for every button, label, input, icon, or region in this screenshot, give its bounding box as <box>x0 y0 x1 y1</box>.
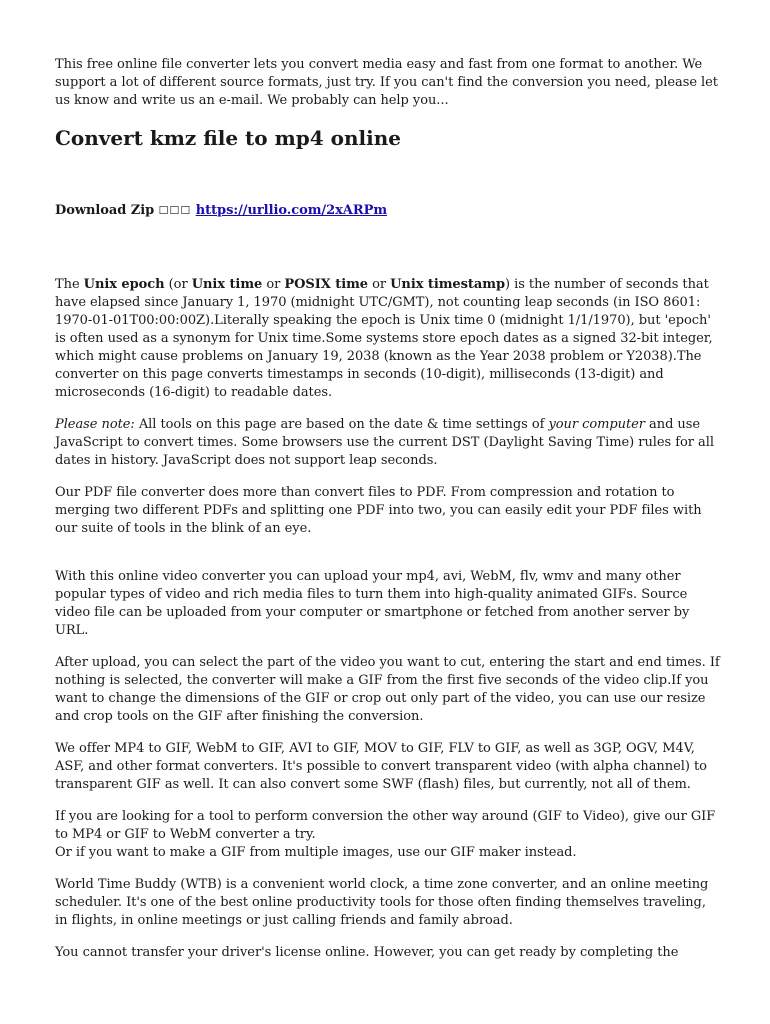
page-title: Convert kmz file to mp4 online <box>55 126 401 150</box>
reverse-paragraph <box>55 808 720 862</box>
epoch-text-2: (or <box>164 277 192 292</box>
epoch-paragraph <box>55 276 720 402</box>
wtb-paragraph: World Time Buddy (WTB) is a convenient world clock, a time zone converter, and an online meeting scheduler. It's one of the best online productivity tools for those often finding themselves traveling, in flights, in online meetings or just calling friends and family abroad. <box>55 877 709 928</box>
reverse-line-2: Or if you want to make a GIF from multiple images, use our GIF maker instead. <box>55 845 577 860</box>
term-unix-epoch: Unix epoch <box>83 277 165 292</box>
intro-paragraph: This free online file converter lets you convert media easy and fast from one format to another. We support a lot of different source formats, just try. If you can't find the conversion you need, please let us know and write us an e-mail. We probably can help you... <box>55 57 718 108</box>
note-label: Please note: <box>55 417 135 432</box>
arrow-icons: ☐☐☐ <box>158 204 192 217</box>
license-paragraph: You cannot transfer your driver's license online. However, you can get ready by completing the <box>55 945 679 960</box>
epoch-text-3: or <box>262 277 285 292</box>
epoch-text-5: ) is the number of seconds that have elapsed since January 1, 1970 (midnight UTC/GMT), not counting leap seconds (in ISO 8601: 1970-01-01T00:00:00Z).Literally speaking the epoch is Unix time 0 (midnight 1/1/1970), but 'epoch' is often used as a synonym for Unix time.Some systems store epoch dates as a signed 32-bit integer, which might cause problems on January 19, 2038 (known as the Year 2038 problem or Y2038).The converter on this page converts timestamps in seconds (10-digit), milliseconds (13-digit) and microseconds (16-digit) to readable dates. <box>55 277 713 400</box>
term-unix-timestamp: Unix timestamp <box>390 277 505 292</box>
pdf-paragraph: Our PDF file converter does more than convert files to PDF. From compression and rotation to merging two different PDFs and splitting one PDF into two, you can easily edit your PDF files with our suite of tools in the blink of an eye. <box>55 485 702 536</box>
note-paragraph <box>55 416 720 470</box>
reverse-line-1: If you are looking for a tool to perform conversion the other way around (GIF to Video), give our GIF to MP4 or GIF to WebM converter a try. <box>55 809 716 842</box>
offer-paragraph: We offer MP4 to GIF, WebM to GIF, AVI to GIF, MOV to GIF, FLV to GIF, as well as 3GP, OGV, M4V, ASF, and other format converters. It's possible to convert transparent video (with alpha channel) to transparent GIF as well. It can also convert some SWF (flash) files, but currently, not all of them. <box>55 741 707 792</box>
download-link[interactable]: https://urllio.com/2xARPm <box>195 203 388 218</box>
note-text-2: and use JavaScript to convert times. Some browsers use the current DST (Daylight Saving Time) rules for all dates in history. JavaScript does not support leap seconds. <box>55 417 714 468</box>
epoch-text-4: or <box>368 277 391 292</box>
epoch-text-1: The <box>55 277 84 292</box>
upload-paragraph: After upload, you can select the part of the video you want to cut, entering the start and end times. If nothing is selected, the converter will make a GIF from the first five seconds of the video clip.If you want to change the dimensions of the GIF or crop out only part of the video, you can use our resize and crop tools on the GIF after finishing the conversion. <box>55 655 720 724</box>
note-text-1: All tools on this page are based on the date & time settings of <box>134 417 549 432</box>
term-unix-time: Unix time <box>191 277 263 292</box>
video-paragraph: With this online video converter you can upload your mp4, avi, WebM, flv, wmv and many other popular types of video and rich media files to turn them into high-quality animated GIFs. Source video file can be uploaded from your computer or smartphone or fetched from another server by URL. <box>55 569 690 638</box>
term-posix-time: POSIX time <box>284 277 369 292</box>
download-label: Download Zip <box>55 203 155 218</box>
download-line <box>55 202 720 220</box>
note-emphasis: your computer <box>548 417 645 432</box>
document-page <box>55 56 720 962</box>
